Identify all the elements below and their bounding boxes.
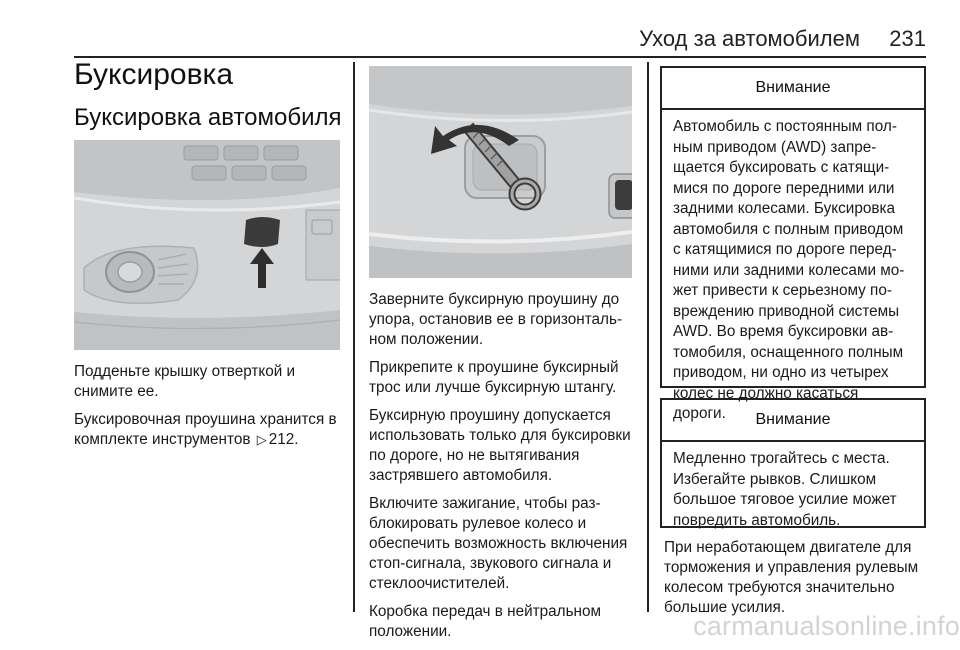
instruction-paragraph: Прикрепите к проушине буксирный трос или лучше буксирную штангу.: [369, 359, 619, 396]
page-header-title: Уход за автомобилем: [639, 26, 860, 51]
instruction-paragraph: Подденьте крышку отверткой и снимите ее.: [74, 363, 296, 400]
bumper-cover-illustration: [74, 140, 340, 350]
section-title: Буксировка: [74, 58, 234, 91]
column-rule-1: [353, 62, 355, 612]
instruction-text: Буксировочная проушина хранится в комплекте инструментов: [74, 411, 337, 448]
instruction-paragraph: Коробка передач в нейтральном положении.: [369, 603, 602, 640]
page-reference[interactable]: 212.: [268, 431, 299, 448]
instruction-paragraph: Заверните буксирную проушину до упора, остановив ее в горизонтальном положении.: [369, 291, 623, 348]
warning-box: [660, 398, 926, 528]
instruction-paragraph: Буксирную проушину допускается использовать только для буксировки по дороге, но не вытягивания застрявшего автомобиля.: [369, 407, 631, 484]
column-rule-2: [647, 62, 649, 612]
page-number: 231: [889, 26, 926, 51]
instruction-paragraph: При неработающем двигателе для торможения и управления рулевым колесом требуются значительно большие усилия.: [664, 539, 919, 616]
column-1-text: [74, 362, 344, 458]
instruction-paragraph: Включите зажигание, чтобы разблокировать рулевое колесо и обеспечить возможность включения стоп-сигнала, звукового сигнала и стеклоочистителей.: [369, 495, 628, 592]
subsection-title: Буксировка автомобиля: [74, 104, 342, 131]
warning-box: [660, 66, 926, 422]
instruction-paragraph: [74, 410, 344, 450]
warning-heading: Внимание: [662, 68, 924, 110]
warning-heading: Внимание: [662, 400, 924, 442]
warning-text: Автомобиль с постоянным полным приводом (AWD) запрещается буксировать с катящимися по дороге передними или задними колесами. Буксировка автомобиля с полным приводом с катящимися по дороге передними или задними колесами может привести к серьезному повреждению приводной системы AWD. Во время буксировки автомобиля, оснащенного полным приводом, ни одно из четырех колес не должно касаться дороги.: [673, 118, 905, 422]
arrow-ref-icon[interactable]: ▷: [256, 432, 267, 447]
towing-eye-illustration: [369, 66, 632, 278]
column-2-text: [369, 290, 635, 650]
watermark: carmanualsonline.info: [693, 611, 960, 641]
warning-text: Медленно трогайтесь с места. Избегайте рывков. Слишком большое тяговое усилие может повредить автомобиль.: [673, 450, 897, 529]
